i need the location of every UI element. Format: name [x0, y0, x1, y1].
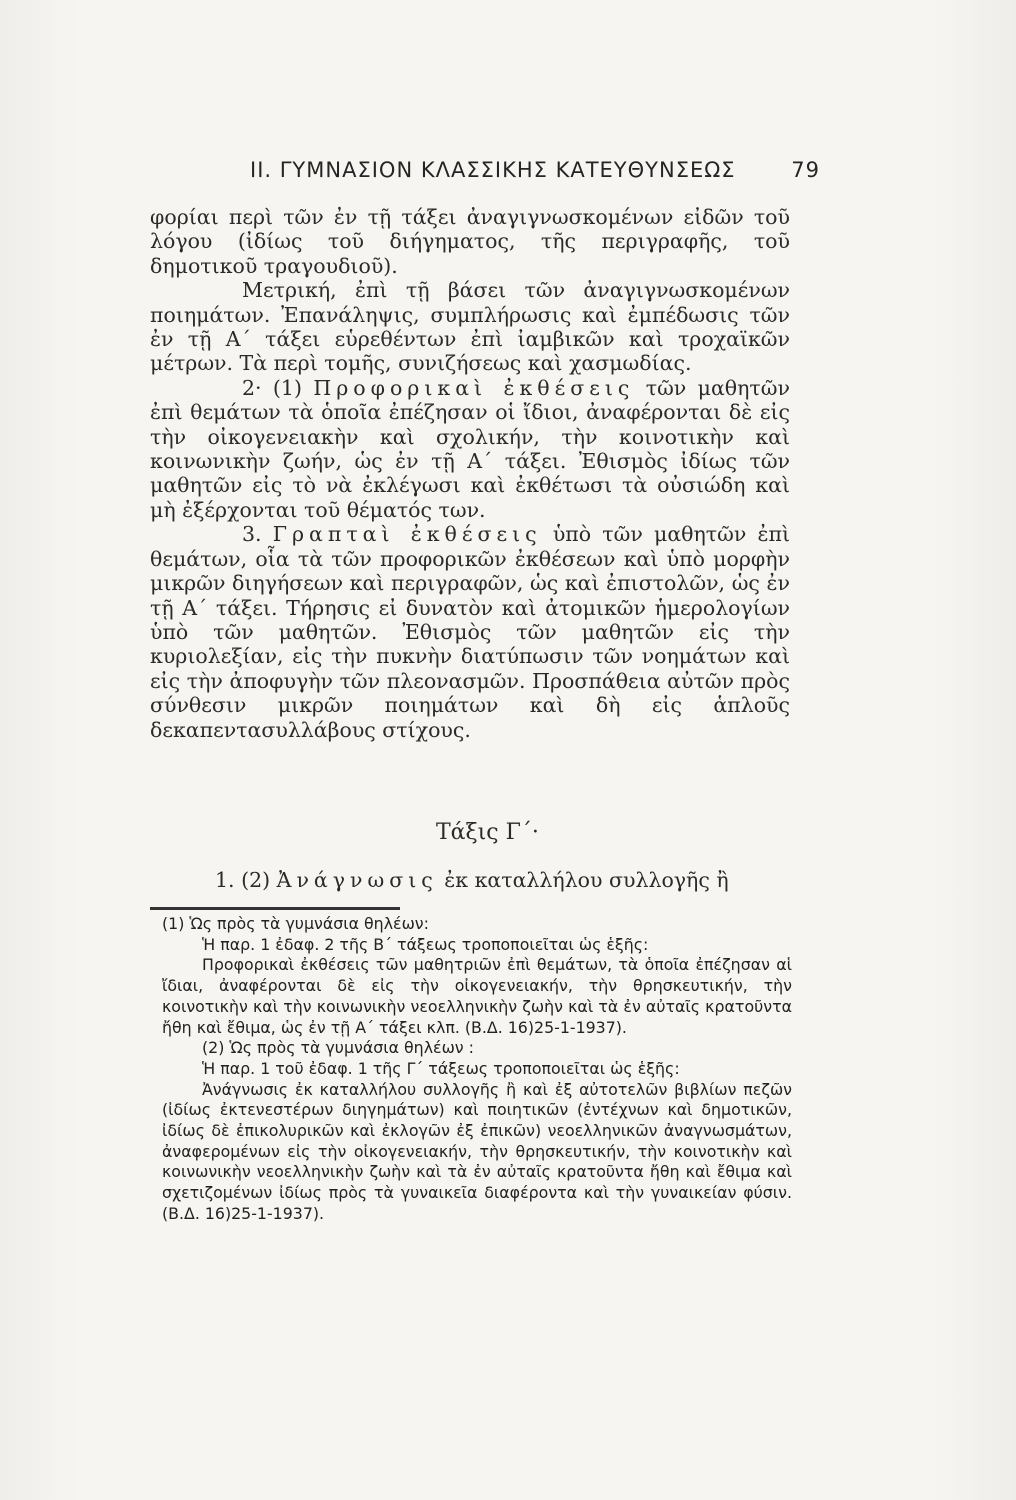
item-number: 2· (1) — [242, 375, 302, 400]
footnote-2-title: (2) Ὡς πρὸς τὰ γυμνάσια θηλέων : — [202, 1038, 474, 1058]
paragraph-continuation: φορίαι περὶ τῶν ἐν τῇ τάξει ἀναγιγνωσκομένων εἰδῶν τοῦ λόγου (ἰδίως τοῦ διήγηματος, τῆς περιγραφῆς, τοῦ δημοτικοῦ τραγουδιοῦ). — [150, 205, 790, 278]
item-heading: Ἀνάγνωσις — [276, 868, 438, 892]
footnote-divider — [150, 907, 400, 910]
footnote-1-title: (1) Ὡς πρὸς τὰ γυμνάσια θηλέων: — [162, 914, 429, 933]
item-heading: Γραπταὶ ἐκθέσεις — [272, 522, 542, 547]
item-heading: Προφορικαὶ ἐκθέσεις — [313, 375, 635, 400]
main-text — [150, 205, 790, 742]
running-header — [250, 158, 820, 188]
section-heading: Τάξις Γ΄· — [436, 820, 539, 845]
paragraph-metrics: Μετρική, ἐπὶ τῇ βάσει τῶν ἀναγιγνωσκομένων ποιημάτων. Ἐπανάληψις, συμπλήρωσις καὶ ἐμπέδωσις τῶν ἐν τῇ Α΄ τάξει εὑρεθέντων ἐπὶ ἰαμβικῶν καὶ τροχαϊκῶν μέτρων. Τὰ περὶ τομῆς, συνιζήσεως καὶ χασμωδίας. — [150, 278, 790, 376]
footnote-2-ref: Ἡ παρ. 1 τοῦ ἐδαφ. 1 τῆς Γ΄ τάξεως τροποποιεῖται ὡς ἑξῆς: — [202, 1058, 680, 1078]
section-first-line — [215, 868, 790, 892]
item-text: ἐκ καταλλήλου συλλογῆς ἢ — [444, 868, 729, 892]
item-number: 1. (2) — [215, 868, 271, 892]
item-text: ὑπὸ τῶν μαθητῶν ἐπὶ θεμάτων, οἷα τὰ τῶν προφορικῶν ἐκθέσεων καὶ ὑπὸ μορφὴν μικρῶν διηγήσεων καὶ περιγραφῶν, ὡς καὶ ἐπιστολῶν, ὡς ἐν τῇ Α΄ τάξει. Τήρησις εἰ δυνατὸν καὶ ἀτομικῶν ἡμερολογίων ὑπὸ τῶν μαθητῶν. Ἐθισμὸς τῶν μαθητῶν εἰς τὴν κυριολεξίαν, εἰς τὴν πυκνὴν διατύπωσιν τῶν νοημάτων καὶ εἰς τὴν ἀποφυγὴν τῶν πλεονασμῶν. Προσπάθεια αὐτῶν πρὸς σύνθεσιν μικρῶν ποιημάτων καὶ δὴ εἰς ἁπλοῦς δεκαπεντασυλλάβους στίχους. — [150, 522, 790, 742]
paragraph-written-essays — [150, 522, 790, 742]
footnotes — [162, 914, 792, 1225]
page-number: 79 — [791, 158, 820, 182]
footnote-2-text: Ἀνάγνωσις ἐκ καταλλήλου συλλογῆς ἢ καὶ ἐξ αὐτοτελῶν βιβλίων πεζῶν (ἰδίως ἐκτενεστέρων διηγημάτων) καὶ ποιητικῶν (ἐντέχνων καὶ δημοτικῶν, ἰδίως δὲ ἐπικολυρικῶν καὶ ἐκλογῶν ἐξ ἐπικῶν) νεοελληνικῶν ἀναγνωσμάτων, ἀναφερομένων εἰς τὴν οἰκογενειακήν, τὴν θρησκευτικήν, τὴν κοινοτικὴν καὶ κοινωνικὴν νεοελληνικὴν ζωὴν καὶ τὰ ἐν αὐταῖς κρατοῦντα ἤθη καὶ ἔθιμα καὶ σχετιζομένων ἰδίως πρὸς τὰ γυναικεῖα διαφέροντα καὶ τὴν γυναικείαν φύσιν. (Β.Δ. 16)25-1-1937). — [162, 1079, 792, 1223]
running-title: ΙΙ. ΓΥΜΝΑΣΙΟΝ ΚΛΑΣΣΙΚΗΣ ΚΑΤΕΥΘΥΝΣΕΩΣ — [250, 158, 736, 182]
footnote-1-text: Προφορικαὶ ἐκθέσεις τῶν μαθητριῶν ἐπὶ θεμάτων, τὰ ὁποῖα ἐπέζησαν αἱ ἴδιαι, ἀναφέρονται δὲ εἰς τὴν οἰκογενειακήν, τὴν θρησκευτικήν, τὴν κοινοτικὴν καὶ τὴν κοινωνικὴν νεοελληνικὴν ζωὴν καὶ τὰ ἐν αὐταῖς κρατοῦντα ἤθη καὶ ἔθιμα, ὡς ἐν τῇ Α΄ τάξει κλπ. (Β.Δ. 16)25-1-1937). — [162, 955, 792, 1037]
item-number: 3. — [242, 522, 262, 547]
paragraph-oral-essays — [150, 376, 790, 522]
footnote-1-ref: Ἡ παρ. 1 ἐδαφ. 2 τῆς Β΄ τάξεως τροποποιεῖται ὡς ἑξῆς: — [202, 934, 649, 954]
item-text: τῶν μαθητῶν ἐπὶ θεμάτων τὰ ὁποῖα ἐπέζησαν οἱ ἴδιοι, ἀναφέρονται δὲ εἰς τὴν οἰκογενειακὴν καὶ σχολικήν, τὴν κοινοτικὴν καὶ κοινωνικὴν ζωήν, ὡς ἐν τῇ Α΄ τάξει. Ἐθισμὸς ἰδίως τῶν μαθητῶν εἰς τὸ νὰ ἐκλέγωσι καὶ ἐκθέτωσι τὰ οὐσιώδη καὶ μὴ ἐξέρχονται τοῦ θέματός των. — [150, 375, 790, 522]
